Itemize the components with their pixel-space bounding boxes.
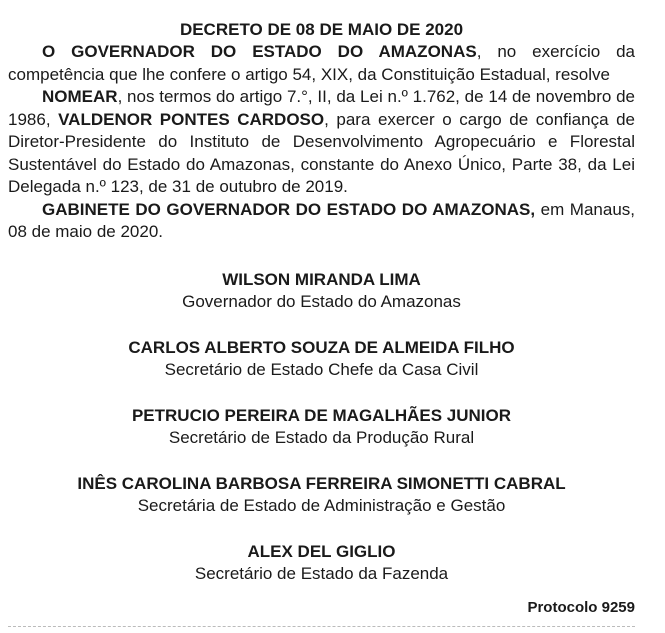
signature-block [8,337,635,381]
appointment-legal-basis: , nos termos do artigo 7.°, II, da Lei n.º 1.762, de 14 de novembro de 1986, [8,87,635,129]
signatory-name: WILSON MIRANDA LIMA [222,269,421,289]
signatory-name: CARLOS ALBERTO SOUZA DE ALMEIDA FILHO [128,337,515,357]
signatory-role: Secretário de Estado Chefe da Casa Civil [164,359,479,379]
cabinet-heading: GABINETE DO GOVERNADOR DO ESTADO DO AMAZONAS, [42,199,536,219]
appointment-position-text: , para exercer o cargo de confiança de Diretor-Presidente do Instituto de Desenvolvimento Agropecuário e Florestal Sustentável do Estado do Amazonas, constante do Anexo Único, Parte 38, da Lei Delegada n.º 123, de 31 de outubro de 2019. [8,109,635,196]
decree-document [8,18,635,585]
governor-heading: O GOVERNADOR DO ESTADO DO AMAZONAS [42,42,477,61]
signatory-name: ALEX DEL GIGLIO [247,541,396,561]
signatory-role: Secretária de Estado de Administração e Gestão [137,495,506,515]
paragraph-cabinet [8,199,635,244]
signatory-role: Governador do Estado do Amazonas [182,291,461,311]
decree-title: DECRETO DE 08 DE MAIO DE 2020 [179,20,464,39]
signature-block [8,269,635,313]
cabinet-place-date: em Manaus, 08 de maio de 2020. [8,199,635,241]
signature-block [8,473,635,517]
protocol-number: Protocolo 9259 [527,599,635,616]
paragraph-appointment [8,86,635,199]
bottom-divider [8,626,635,627]
signatory-name: PETRUCIO PEREIRA DE MAGALHÃES JUNIOR [131,405,512,425]
signature-block [8,405,635,449]
nomear-keyword: NOMEAR [42,87,118,106]
signature-block [8,541,635,585]
governor-competence-text: , no exercício da competência que lhe confere o artigo 54, XIX, da Constituição Estadual, resolve [8,42,635,84]
signatory-role: Secretário de Estado da Fazenda [194,563,449,583]
signatory-role: Secretário de Estado da Produção Rural [168,427,475,447]
appointee-name: VALDENOR PONTES CARDOSO [58,109,325,129]
paragraph-governor-resolves [8,41,635,86]
signatory-name: INÊS CAROLINA BARBOSA FERREIRA SIMONETTI CABRAL [77,473,566,493]
